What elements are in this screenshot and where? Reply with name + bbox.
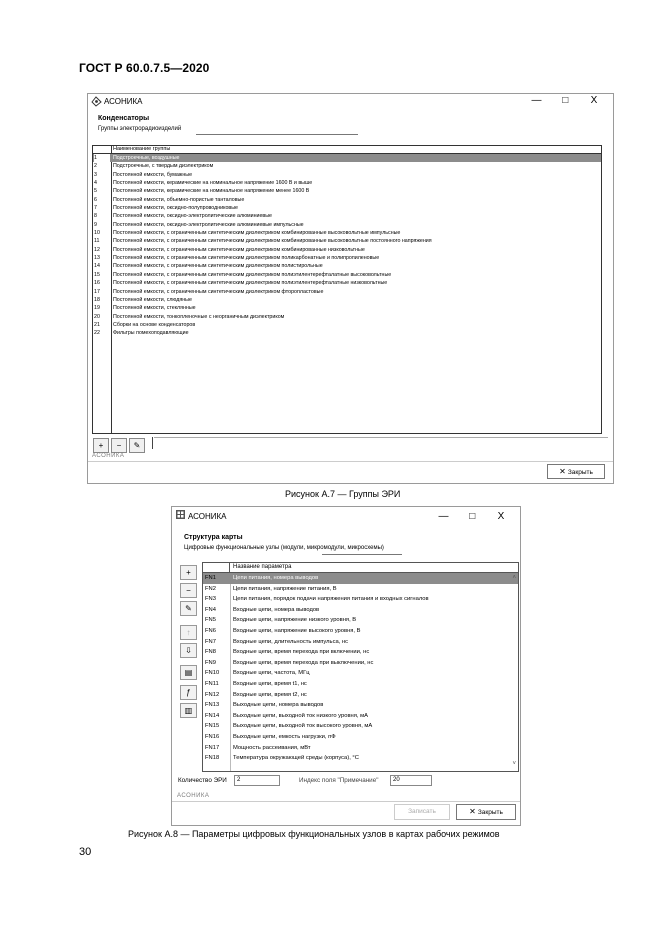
close-button[interactable] xyxy=(456,804,516,820)
toolbar-separator xyxy=(152,437,153,449)
edit-parameter-button[interactable]: ✎ xyxy=(180,601,197,616)
close-button[interactable] xyxy=(547,464,605,479)
window-title: АСОНИКА xyxy=(104,97,143,106)
remove-button[interactable]: − xyxy=(111,438,127,453)
parameter-name-cell: Цепи питания, номера выводов xyxy=(233,575,319,581)
table-row[interactable] xyxy=(203,668,518,679)
parameter-name-cell: Выходные цепи, емкость нагрузки, пФ xyxy=(233,733,336,740)
group-name-cell: Постоянной емкости, керамические на номинальное напряжение менее 1600 В xyxy=(113,188,310,195)
edit-button[interactable]: ✎ xyxy=(129,438,145,453)
remove-parameter-button[interactable]: − xyxy=(180,583,197,598)
table-body xyxy=(203,573,518,764)
minimize-button[interactable]: — xyxy=(438,511,449,522)
table-row[interactable] xyxy=(93,279,601,287)
parameter-code-cell: FN10 xyxy=(205,670,220,677)
table-row[interactable] xyxy=(203,721,518,732)
move-up-button[interactable]: ↑ xyxy=(180,625,197,640)
group-name-cell: Постоянной емкости, оксидно-электролитические алюминиевые импульсные xyxy=(113,221,304,228)
subtitle-underline xyxy=(322,554,402,555)
table-row[interactable] xyxy=(93,288,601,296)
table-row[interactable] xyxy=(93,179,601,187)
group-name-cell: Подстроечные, воздушные xyxy=(113,155,180,161)
parameter-name-cell: Выходные цепи, выходной ток низкого уровня, мА xyxy=(233,712,368,719)
parameter-name-cell: Входные цепи, напряжение высокого уровня, В xyxy=(233,627,361,634)
row-number: 14 xyxy=(94,263,100,270)
group-name-cell: Постоянной емкости, бумажные xyxy=(113,171,193,178)
parameter-name-cell: Цепи питания, напряжение питания, В xyxy=(233,585,337,592)
group-name-cell: Постоянной емкости, керамические на номинальное напряжение 1600 В и выше xyxy=(113,180,313,187)
brand-label: АСОНИКА xyxy=(177,793,210,799)
app-logo-icon xyxy=(91,96,102,107)
row-number: 20 xyxy=(94,313,100,320)
toolbar-line xyxy=(154,437,608,438)
parameter-code-cell: FN9 xyxy=(205,659,216,666)
table-row[interactable] xyxy=(93,154,601,162)
column-header-group-name: Наименование группы xyxy=(113,146,171,152)
group-name-cell: Постоянной емкости, с ограниченным синтетическим диэлектриком полиэтилентерефталатные низковольтные xyxy=(113,280,388,287)
close-button-label: Закрыть xyxy=(477,809,503,816)
row-number: 2 xyxy=(94,163,97,170)
scroll-down-icon[interactable]: ˅ xyxy=(512,761,516,767)
table-row[interactable] xyxy=(93,204,601,212)
parameter-code-cell: FN3 xyxy=(205,596,216,603)
table-row[interactable] xyxy=(93,212,601,220)
parameter-code-cell: FN11 xyxy=(205,680,219,687)
table-row[interactable] xyxy=(203,573,518,584)
group-name-cell: Постоянной емкости, с ограниченным синтетическим диэлектриком полиэтилентерефталатные высоковольтные xyxy=(113,271,392,278)
table-row[interactable] xyxy=(93,237,601,245)
table-row[interactable] xyxy=(203,700,518,711)
table-row[interactable] xyxy=(93,321,601,329)
group-name-cell: Постоянной емкости, с ограниченным синтетическим диэлектриком полистирольные xyxy=(113,263,323,270)
table-row[interactable] xyxy=(93,313,601,321)
window-title: АСОНИКА xyxy=(188,512,227,521)
eri-count-input[interactable]: 2 xyxy=(234,775,280,786)
table-row[interactable] xyxy=(93,196,601,204)
parameter-code-cell: FN16 xyxy=(205,733,220,740)
table-row[interactable] xyxy=(93,262,601,270)
row-number: 18 xyxy=(94,296,100,303)
group-name-cell: Постоянной емкости, объемно-пористые танталовые xyxy=(113,196,245,203)
parameter-code-cell: FN4 xyxy=(205,606,216,613)
app-grid-icon xyxy=(175,509,186,520)
document-button[interactable]: ▤ xyxy=(180,665,197,680)
parameter-code-cell: FN8 xyxy=(205,649,216,656)
row-number: 3 xyxy=(94,171,97,178)
footer-divider xyxy=(88,461,613,462)
eri-count-label: Количество ЭРИ xyxy=(178,777,227,784)
parameter-name-cell: Выходные цепи, выходной ток высокого уровня, мА xyxy=(233,723,373,730)
group-name-cell: Постоянной емкости, стеклянные xyxy=(113,305,196,312)
table-row[interactable] xyxy=(203,594,518,605)
minimize-button[interactable]: — xyxy=(531,95,542,106)
column-header-parameter-name: Название параметра xyxy=(233,564,292,570)
document-header: ГОСТ Р 60.0.7.5—2020 xyxy=(79,61,210,75)
figure-caption-a7: Рисунок А.7 — Группы ЭРИ xyxy=(285,489,401,499)
row-number: 22 xyxy=(94,330,100,337)
table-row[interactable] xyxy=(93,187,601,195)
group-name-cell: Постоянной емкости, с ограниченным синтетическим диэлектриком комбинированные высоковольтные импульсные xyxy=(113,230,401,237)
table-row[interactable] xyxy=(203,690,518,701)
row-number: 8 xyxy=(94,213,97,220)
parameter-name-cell: Входные цепи, номера выводов xyxy=(233,606,320,613)
save-button-label: Записать xyxy=(408,808,436,815)
parameter-code-cell: FN15 xyxy=(205,723,220,730)
table-row[interactable] xyxy=(93,162,601,170)
table-row[interactable] xyxy=(93,254,601,262)
table-row[interactable] xyxy=(93,271,601,279)
table-row[interactable] xyxy=(203,732,518,743)
section-subtitle: Группы электрорадиоизделий xyxy=(98,126,182,132)
parameter-code-cell: FN12 xyxy=(205,691,220,698)
group-name-cell: Постоянной емкости, оксидно-полупроводниковые xyxy=(113,205,238,212)
eri-groups-window xyxy=(87,93,614,484)
parameter-name-cell: Входные цепи, время перехода при выключении, нс xyxy=(233,659,374,666)
parameter-name-cell: Входные цепи, время перехода при включении, нс xyxy=(233,649,370,656)
row-number: 12 xyxy=(94,246,100,253)
title-bar xyxy=(88,94,613,110)
row-number: 16 xyxy=(94,280,100,287)
formula-button[interactable]: ƒ xyxy=(180,685,197,700)
figure-caption-a8: Рисунок А.8 — Параметры цифровых функциональных узлов в картах рабочих режимов xyxy=(128,829,500,839)
close-window-button[interactable]: X xyxy=(497,511,505,522)
parameter-code-cell: FN1 xyxy=(205,575,216,581)
group-name-cell: Постоянной емкости, оксидно-электролитические алюминиевые xyxy=(113,213,272,220)
save-button[interactable] xyxy=(394,804,450,820)
parameter-name-cell: Входные цепи, напряжение низкого уровня, В xyxy=(233,617,357,624)
group-name-cell: Постоянной емкости, с ограниченным синтетическим диэлектриком фторопластовые xyxy=(113,288,324,295)
parameter-code-cell: FN7 xyxy=(205,638,216,645)
table-row[interactable] xyxy=(93,296,601,304)
parameter-name-cell: Входные цепи, длительность импульса, нс xyxy=(233,638,349,645)
parameter-name-cell: Входные цепи, время t2, нс xyxy=(233,691,307,698)
parameter-code-cell: FN2 xyxy=(205,585,216,592)
group-name-cell: Постоянной емкости, с ограниченным синтетическим диэлектриком комбинированные низковольтные xyxy=(113,246,365,253)
row-number: 5 xyxy=(94,188,97,195)
group-name-cell: Подстроечные, с твердым диэлектриком xyxy=(113,163,214,170)
row-number: 4 xyxy=(94,180,97,187)
parameter-name-cell: Входные цепи, время t1, нс xyxy=(233,680,307,687)
table-row[interactable] xyxy=(203,605,518,616)
table-row[interactable] xyxy=(203,584,518,595)
maximize-button[interactable]: □ xyxy=(562,95,569,106)
row-number: 7 xyxy=(94,205,97,212)
close-icon: ✕ xyxy=(559,467,566,476)
table-row[interactable] xyxy=(93,304,601,312)
table-row[interactable] xyxy=(93,329,601,337)
maximize-button[interactable]: □ xyxy=(469,511,476,522)
parameter-code-cell: FN5 xyxy=(205,617,216,624)
table-header xyxy=(203,563,518,573)
parameter-name-cell: Входные цепи, частота, МГц xyxy=(233,670,310,677)
row-number: 10 xyxy=(94,230,100,237)
table-row[interactable] xyxy=(93,171,601,179)
groups-table xyxy=(92,145,602,434)
map-structure-window xyxy=(171,506,521,826)
row-number: 11 xyxy=(94,238,100,245)
move-down-button[interactable]: ⇩ xyxy=(180,643,197,658)
group-name-cell: Постоянной емкости, тонкопленочные с неорганичным диэлектриком xyxy=(113,313,285,320)
parameters-table xyxy=(202,562,519,772)
group-name-cell: Фильтры помехоподавляющие xyxy=(113,330,189,337)
table-row[interactable] xyxy=(203,679,518,690)
table-row[interactable] xyxy=(203,711,518,722)
close-window-button[interactable]: X xyxy=(590,95,598,106)
parameter-name-cell: Выходные цепи, номера выводов xyxy=(233,702,324,709)
section-title: Структура карты xyxy=(184,534,243,541)
row-number: 1 xyxy=(94,154,110,162)
row-number: 13 xyxy=(94,255,100,262)
section-subtitle: Цифровые функциональные узлы (модули, микромодули, микросхемы) xyxy=(184,545,384,551)
group-name-cell: Постоянной емкости, с ограниченным синтетическим диэлектриком поликарбонатные и полипропиленовые xyxy=(113,255,380,262)
table-row[interactable] xyxy=(203,743,518,754)
parameter-name-cell: Температура окружающей среды (корпуса), °С xyxy=(233,755,359,762)
parameter-code-cell: FN6 xyxy=(205,627,216,634)
group-name-cell: Постоянной емкости, слюдяные xyxy=(113,296,192,303)
parameter-code-cell: FN13 xyxy=(205,702,220,709)
row-number: 15 xyxy=(94,271,100,278)
add-parameter-button[interactable]: + xyxy=(180,565,197,580)
table-row[interactable] xyxy=(203,753,518,764)
title-bar xyxy=(172,507,520,523)
page-number: 30 xyxy=(79,846,92,858)
row-number: 9 xyxy=(94,221,97,228)
table-body xyxy=(92,153,602,434)
table-row[interactable] xyxy=(203,637,518,648)
table-row[interactable] xyxy=(203,658,518,669)
parameter-name-cell: Цепи питания, порядок подачи напряжения питания и входных сигналов xyxy=(233,596,429,603)
brand-label: АСОНИКА xyxy=(92,453,125,459)
parameter-code-cell: FN14 xyxy=(205,712,220,719)
table-row[interactable] xyxy=(93,229,601,237)
note-index-input[interactable]: 20 xyxy=(390,775,432,786)
parameter-code-cell: FN17 xyxy=(205,744,220,751)
row-number: 19 xyxy=(94,305,100,312)
table-row[interactable] xyxy=(203,626,518,637)
table-row[interactable] xyxy=(203,647,518,658)
group-name-cell: Сборки на основе конденсаторов xyxy=(113,321,196,328)
row-number: 6 xyxy=(94,196,97,203)
row-number: 17 xyxy=(94,288,100,295)
add-button[interactable]: + xyxy=(93,438,109,453)
scroll-up-icon[interactable]: ˄ xyxy=(512,575,516,581)
chart-button[interactable]: ▥ xyxy=(180,703,197,718)
section-title: Конденсаторы xyxy=(98,115,150,122)
footer-divider xyxy=(172,801,520,802)
close-button-label: Закрыть xyxy=(567,469,593,476)
table-row[interactable] xyxy=(203,615,518,626)
table-row[interactable] xyxy=(93,221,601,229)
row-number: 21 xyxy=(94,321,100,328)
group-name-cell: Постоянной емкости, с ограниченным синтетическим диэлектриком комбинированные высоковольтные постоянного напряжения xyxy=(113,238,432,245)
parameter-name-cell: Мощность рассеивания, мВт xyxy=(233,744,311,751)
close-icon: ✕ xyxy=(469,807,476,816)
table-header xyxy=(92,145,602,153)
parameter-code-cell: FN18 xyxy=(205,755,220,762)
note-index-label: Индекс поля "Примечание" xyxy=(299,777,379,784)
table-row[interactable] xyxy=(93,246,601,254)
subtitle-underline xyxy=(196,134,358,135)
